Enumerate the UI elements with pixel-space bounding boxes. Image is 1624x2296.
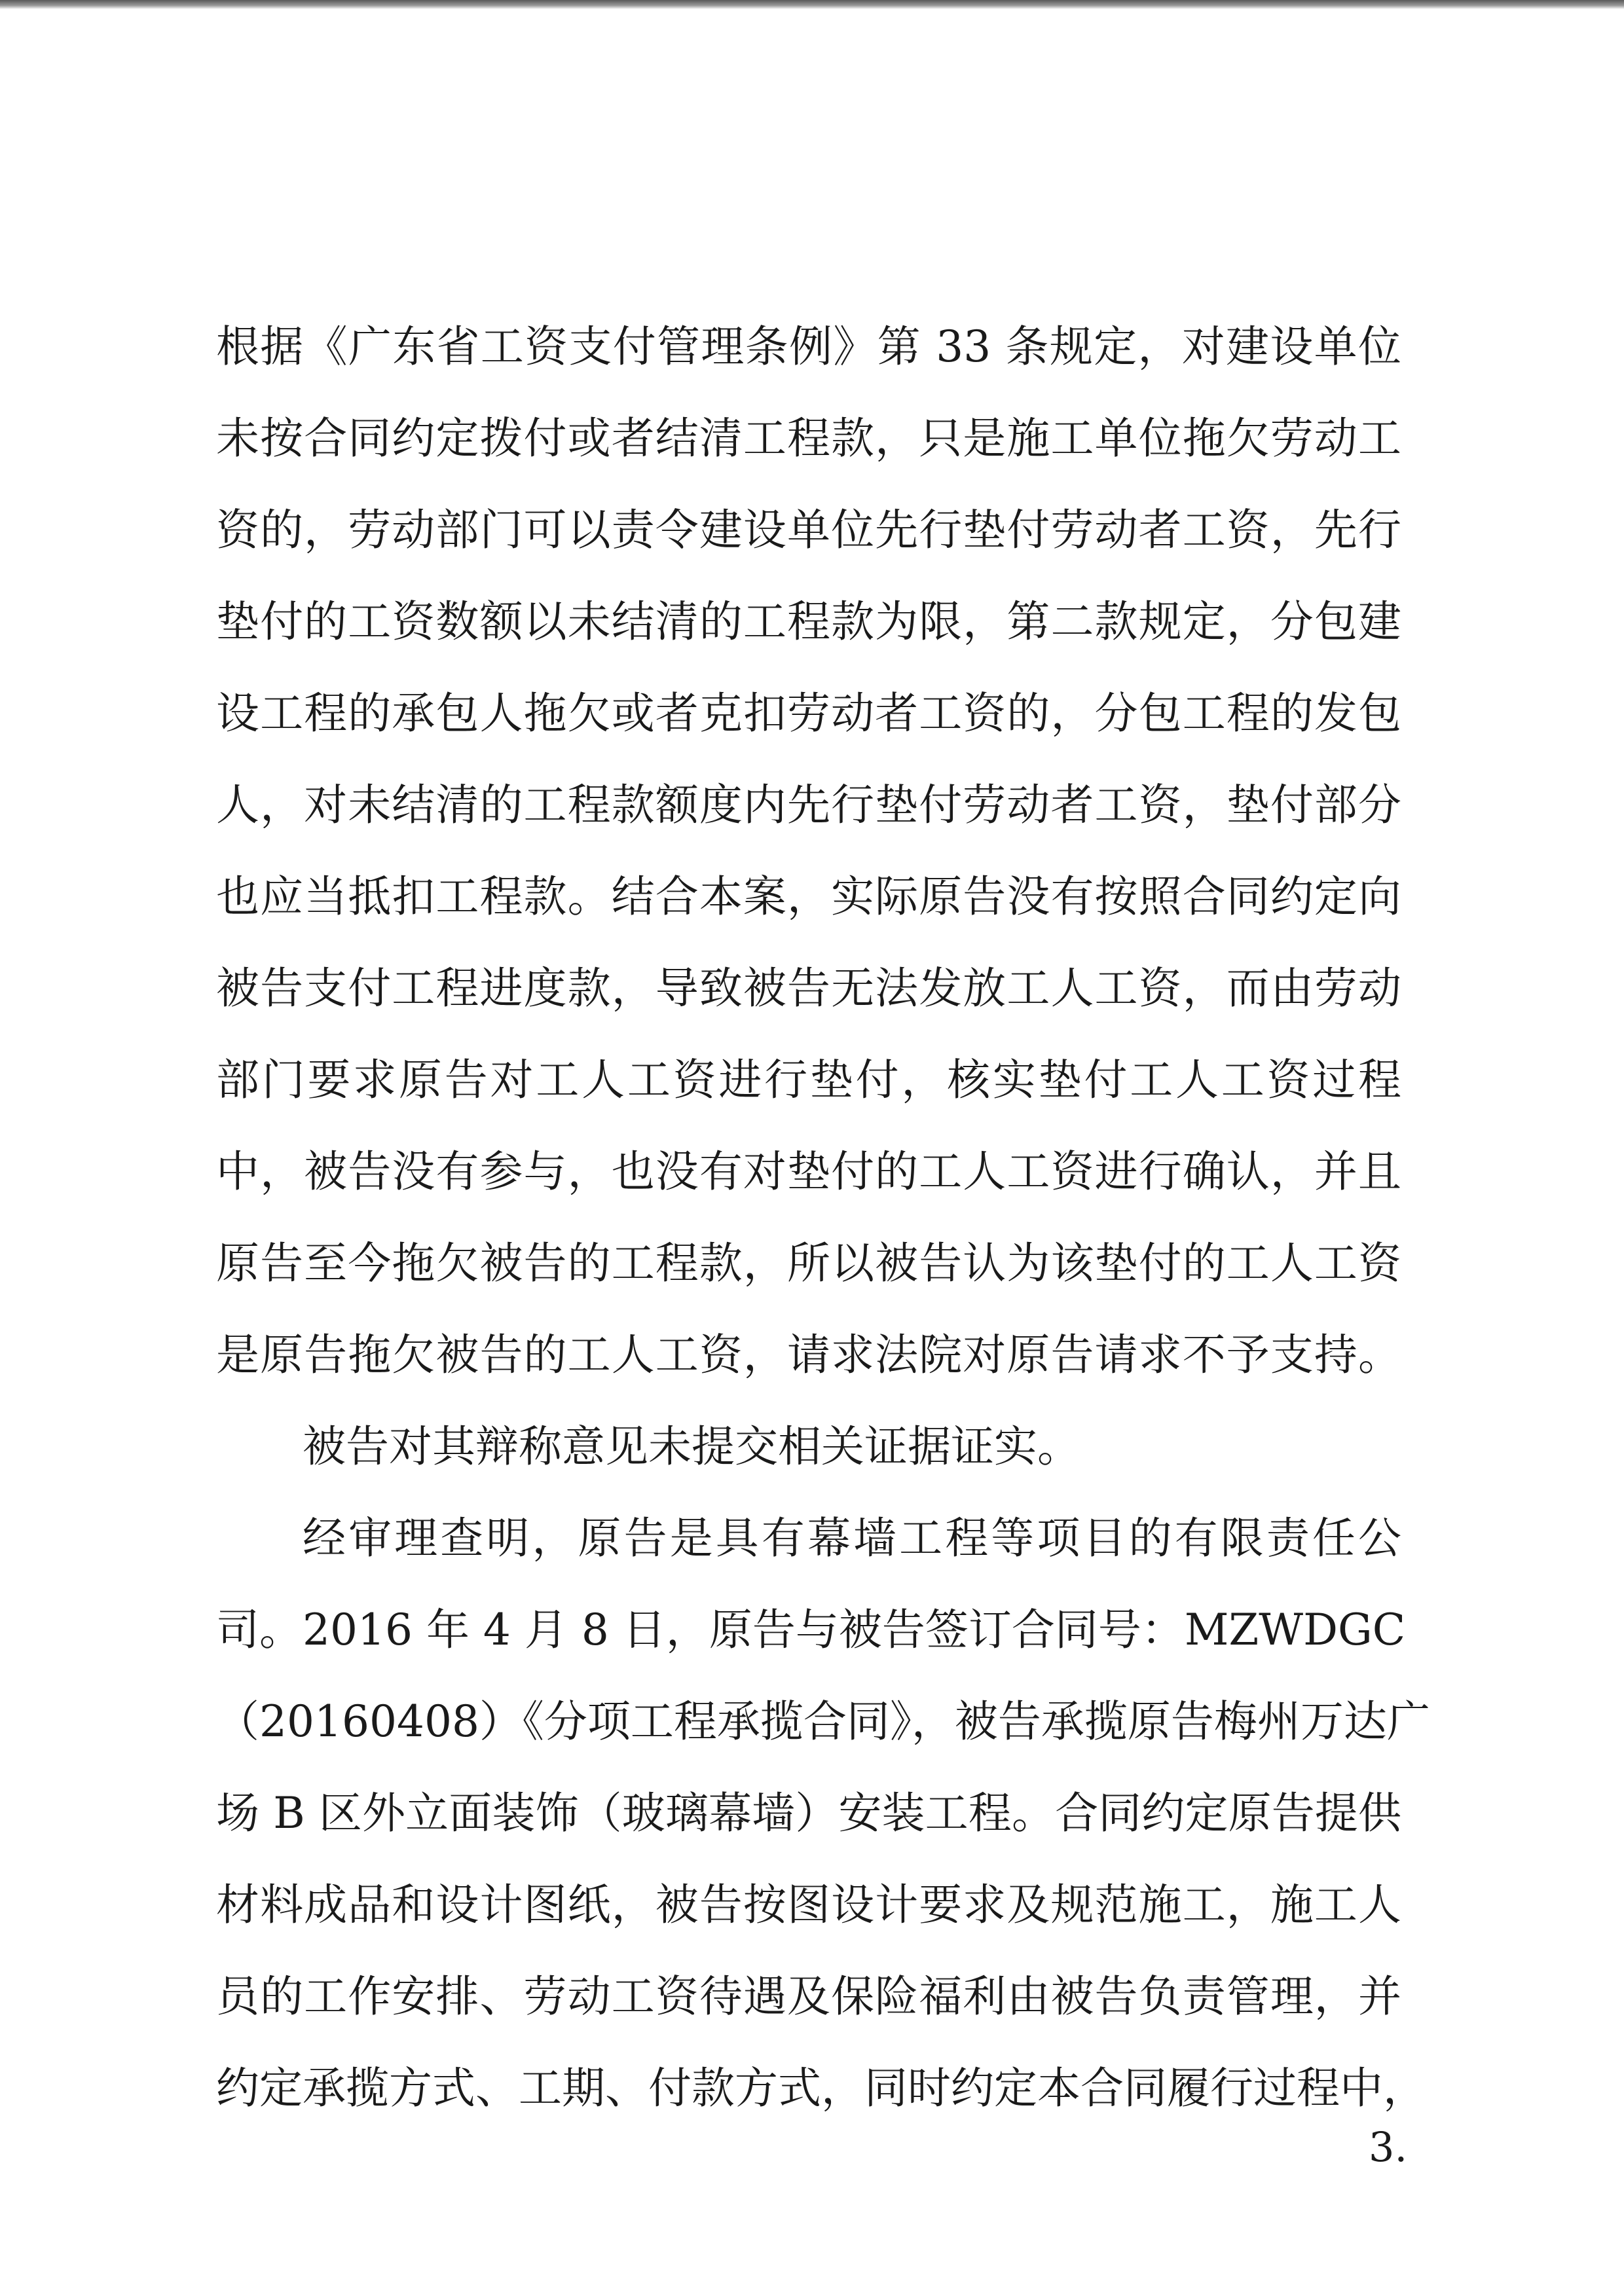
text-line: 原告至今拖欠被告的工程款，所以被告认为该垫付的工人工资 <box>216 1238 1401 1288</box>
paragraph-line: 被告对其辩称意见未提交相关证据证实。 <box>303 1421 1080 1472</box>
text-line: 员的工作安排、劳动工资待遇及保险福利由被告负责管理，并 <box>216 1971 1401 2022</box>
text-line: 人，对未结清的工程款额度内先行垫付劳动者工资，垫付部分 <box>216 780 1401 830</box>
paragraph-line: 经审理查明，原告是具有幕墙工程等项目的有限责任公 <box>303 1513 1401 1563</box>
text-line: 是原告拖欠被告的工人工资，请求法院对原告请求不予支持。 <box>216 1330 1401 1380</box>
text-line: （20160408）《分项工程承揽合同》，被告承揽原告梅州万达广 <box>216 1696 1430 1747</box>
text-line: 司。2016 年 4 月 8 日，原告与被告签订合同号：MZWDGC <box>216 1605 1406 1655</box>
text-line: 场 B 区外立面装饰（玻璃幕墙）安装工程。合同约定原告提供 <box>216 1788 1401 1838</box>
text-line: 约定承揽方式、工期、付款方式，同时约定本合同履行过程中， <box>216 2063 1426 2113</box>
text-line: 垫付的工资数额以未结清的工程款为限，第二款规定，分包建 <box>216 596 1401 647</box>
text-line: 中，被告没有参与，也没有对垫付的工人工资进行确认，并且 <box>216 1146 1401 1197</box>
text-line: 被告支付工程进度款，导致被告无法发放工人工资，而由劳动 <box>216 963 1401 1013</box>
document-body <box>216 301 1430 2134</box>
text-line: 部门要求原告对工人工资进行垫付，核实垫付工人工资过程 <box>216 1055 1401 1105</box>
text-line: 未按合同约定拨付或者结清工程款，只是施工单位拖欠劳动工 <box>216 413 1401 464</box>
scan-edge <box>0 0 1624 9</box>
text-line: 也应当抵扣工程款。结合本案，实际原告没有按照合同约定向 <box>216 871 1401 922</box>
text-line: 材料成品和设计图纸，被告按图设计要求及规范施工，施工人 <box>216 1880 1401 1930</box>
text-line: 根据《广东省工资支付管理条例》第 33 条规定，对建设单位 <box>216 321 1401 372</box>
page-number: 3. <box>1369 2123 1408 2171</box>
text-line: 资的，劳动部门可以责令建设单位先行垫付劳动者工资，先行 <box>216 505 1401 555</box>
text-line: 设工程的承包人拖欠或者克扣劳动者工资的，分包工程的发包 <box>216 688 1401 738</box>
